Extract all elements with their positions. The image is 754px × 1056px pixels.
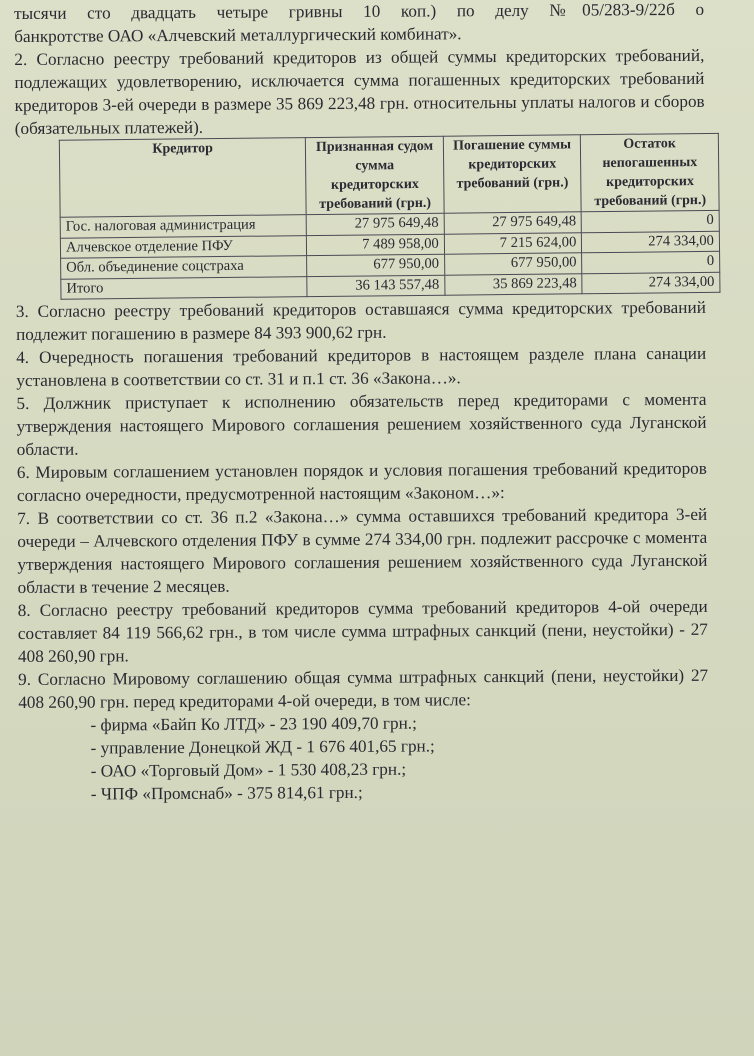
intro-line-1: тысячи сто двадцать четыре гривны 10 коп.) по делу №05/283-9/22б о (14, 0, 705, 23)
column-header-repaid: Погашение суммы кредиторских требований (грн.) (443, 135, 581, 213)
table-header-row (59, 133, 719, 217)
list-item: - ЧПФ «Промснаб» - 375 814,61 грн.; (90, 782, 363, 804)
recognized-amount: 677 950,00 (307, 254, 445, 276)
list-item: - управление Донецкой ЖД - 1 676 401,65 грн.; (90, 736, 435, 758)
creditor-name: Алчевское отделение ПФУ (60, 235, 307, 258)
paragraph-5: 5. Должник приступает к исполнению обязательств перед кредиторами с момента утверждения настоящего Мирового соглашения решением хозяйственного суда Луганской области. (16, 389, 707, 459)
total-remaining: 274 334,00 (582, 272, 720, 294)
list-item: - ОАО «Торговый Дом» - 1 530 408,23 грн.; (90, 759, 407, 781)
creditors-table (59, 133, 721, 300)
column-header-recognized: Признанная судом сумма кредиторских требований (грн.) (306, 136, 444, 214)
remaining-amount: 274 334,00 (582, 231, 720, 253)
paragraph-3: 3. Согласно реестру требований кредиторов оставшаяся сумма кредиторских требований подлежит погашению в размере 84 393 900,62 грн. (15, 297, 706, 344)
repaid-amount: 677 950,00 (444, 253, 582, 275)
paragraph-7: 7. В соответствии со ст. 36 п.2 «Закона…» сумма оставшихся требований кредитора 3-ей очереди – Алчевского отделения ПФУ в сумме 274 334,00 грн. подлежит рассрочке с момента утверждения настоящего Мирового соглашения решением хозяйственного суда Луганской области в течение 2 месяцев. (17, 504, 708, 597)
repaid-amount: 7 215 624,00 (444, 232, 582, 254)
column-header-creditor: Кредитор (59, 138, 306, 218)
repaid-amount: 27 975 649,48 (444, 212, 582, 234)
total-repaid: 35 869 223,48 (445, 273, 583, 295)
penalty-list (18, 710, 709, 806)
paragraph-4: 4. Очередность погашения требований кредиторов в настоящем разделе плана санации установлена в соответствии со ст. 31 и п.1 ст. 36 «Закона…». (16, 343, 707, 390)
creditor-name: Гос. налоговая администрация (60, 215, 307, 238)
remaining-amount: 0 (582, 210, 720, 232)
column-header-remaining: Остаток непогашенных кредиторских требований (грн.) (581, 133, 719, 211)
recognized-amount: 7 489 958,00 (307, 234, 445, 256)
paragraph-8: 8. Согласно реестру требований кредиторов сумма требований кредиторов 4-ой очереди составляет 84 119 566,62 грн., в том числе сумма штрафных санкций (пени, неустойки) - 27 408 260,90 грн. (17, 596, 708, 666)
total-label: Итого (61, 276, 308, 299)
creditor-name: Обл. объединение соцстраха (61, 256, 308, 279)
paragraph-9: 9. Согласно Мировому соглашению общая сумма штрафных санкций (пени, неустойки) 27 408 260,90 грн. перед кредиторами 4-ой очереди, в том числе: (18, 665, 709, 712)
list-item: - фирма «Байп Ко ЛТД» - 23 190 409,70 грн.; (90, 713, 417, 735)
total-recognized: 36 143 557,48 (307, 275, 445, 297)
intro-line-2: банкротстве ОАО «Алчевский металлургический комбинат». (14, 24, 462, 46)
paragraph-6: 6. Мировым соглашением установлен порядок и условия погашения требований кредиторов согласно очередности, предусмотренной настоящим «Законом…»: (16, 458, 707, 505)
paragraph-2: 2. Согласно реестру требований кредиторов из общей суммы кредиторских требований, подлежащих удовлетворению, исключается сумма погашенных кредиторских требований кредиторов 3-ей очереди в размере 35 869 223,48 грн. относительны уплаты налогов и сборов (обязательных платежей). (14, 45, 705, 138)
document-page (14, 0, 715, 806)
recognized-amount: 27 975 649,48 (306, 213, 444, 235)
remaining-amount: 0 (582, 251, 720, 273)
